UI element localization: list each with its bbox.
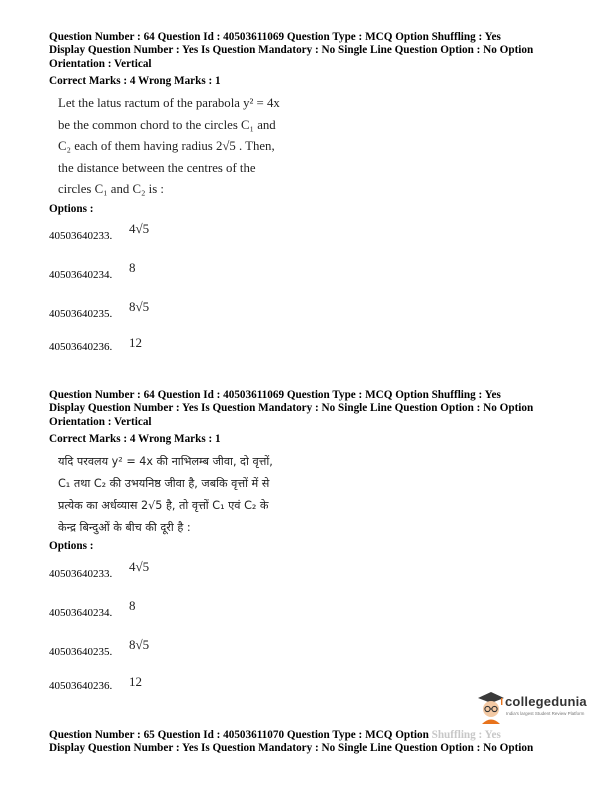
q64-en-meta	[49, 31, 589, 89]
question-line: the distance between the centres of the	[58, 160, 256, 175]
question-meta-line: Display Question Number : Yes Is Question Mandatory : No Single Line Question Option : No Option	[49, 402, 534, 415]
option-value: 12	[129, 335, 142, 350]
question-meta-line: Question Number : 64 Question Id : 40503611069 Question Type : MCQ Option Shuffling : Yes	[49, 389, 501, 401]
option-id: 40503640234.	[49, 269, 113, 281]
question-line: यदि परवलय y² = 4x की नाभिलम्ब जीवा, दो वृत्तों,	[58, 455, 273, 468]
option-value: 8	[129, 598, 136, 613]
option-id: 40503640233.	[49, 568, 113, 580]
option-value: 12	[129, 674, 142, 689]
option-value: 4√5	[129, 559, 150, 574]
marks-line: Correct Marks : 4 Wrong Marks : 1	[49, 75, 221, 88]
collegedunia-watermark	[477, 690, 597, 730]
option-id: 40503640233.	[49, 230, 113, 242]
question-meta-line: Orientation : Vertical	[49, 415, 152, 428]
q64-hi-meta	[49, 389, 589, 447]
question-line: C₁ तथा C₂ की उभयनिष्ठ जीवा है, जबकि वृत्तों में से	[58, 477, 270, 490]
question-line: circles C₁ and C₂ is :	[58, 182, 164, 196]
option-value: 4√5	[129, 221, 150, 236]
option-row[interactable]	[49, 299, 150, 321]
option-row[interactable]	[49, 335, 142, 354]
question-meta-line: Question Number : 64 Question Id : 40503611069 Question Type : MCQ Option Shuffling : Yes	[49, 31, 501, 43]
question-meta-text: Question Number : 65 Question Id : 40503611070 Question Type : MCQ Option	[49, 729, 432, 741]
question-line: केन्द्र बिन्दुओं के बीच की दूरी है :	[58, 521, 191, 534]
option-row[interactable]	[49, 674, 142, 693]
question-line: Let the latus ractum of the parabola y² = 4x	[58, 96, 280, 110]
question-meta-text-faded: Shuffling : Yes	[431, 729, 501, 741]
watermark-brand-name: collegedunia	[505, 694, 587, 709]
q65-meta	[49, 729, 589, 756]
q64-en-question-text	[58, 93, 308, 201]
option-id: 40503640235.	[49, 646, 113, 658]
option-row[interactable]	[49, 598, 136, 620]
option-id: 40503640234.	[49, 607, 113, 619]
question-line: प्रत्येक का अर्धव्यास 2√5 है, तो वृत्तों C₁ एवं C₂ के	[58, 499, 269, 512]
question-meta-line: Display Question Number : Yes Is Question Mandatory : No Single Line Question Option : No Option	[49, 742, 534, 755]
student-mascot-icon	[477, 690, 505, 724]
option-id: 40503640236.	[49, 341, 113, 353]
question-meta-line: Display Question Number : Yes Is Question Mandatory : No Single Line Question Option : No Option	[49, 44, 534, 57]
option-value: 8	[129, 260, 136, 275]
option-row[interactable]	[49, 221, 150, 243]
q64-hi-question-text	[58, 451, 308, 539]
question-meta-line	[49, 729, 589, 742]
option-row[interactable]	[49, 559, 150, 581]
option-id: 40503640236.	[49, 680, 113, 692]
option-row[interactable]	[49, 637, 150, 659]
marks-line: Correct Marks : 4 Wrong Marks : 1	[49, 433, 221, 446]
options-label: Options :	[49, 203, 94, 215]
question-line: be the common chord to the circles C₁ and	[58, 117, 276, 132]
watermark-tagline: India's largest Student Review Platform	[506, 711, 585, 716]
option-value: 8√5	[129, 299, 150, 314]
question-line: C₂ each of them having radius 2√5 . Then,	[58, 139, 275, 153]
option-row[interactable]	[49, 260, 136, 282]
question-meta-line: Orientation : Vertical	[49, 57, 152, 70]
option-id: 40503640235.	[49, 308, 113, 320]
options-label: Options :	[49, 540, 94, 552]
option-value: 8√5	[129, 637, 150, 652]
